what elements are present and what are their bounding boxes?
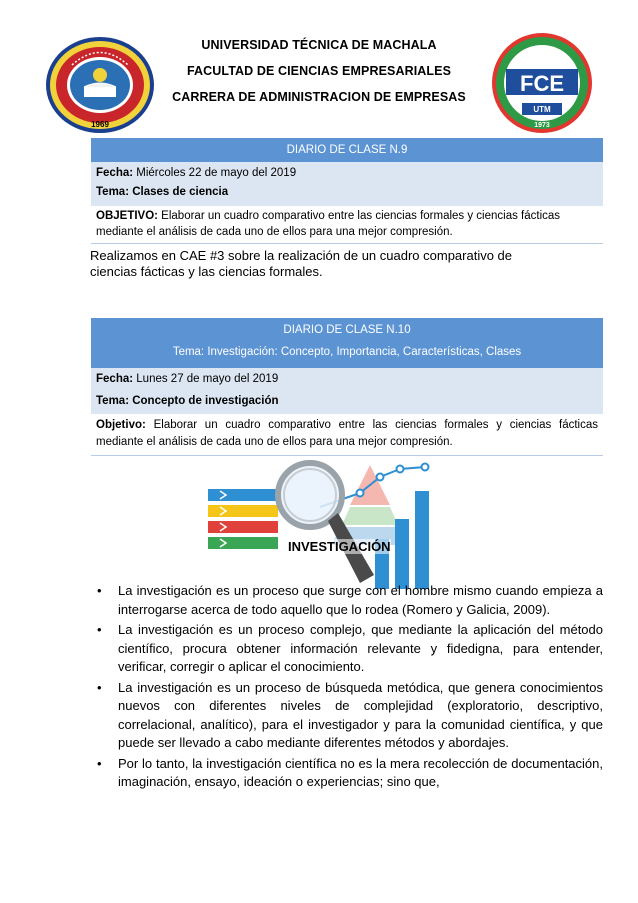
- diario-10-table: [91, 318, 603, 456]
- fce-faculty-logo: [486, 33, 598, 137]
- diario-10-subtitle: Tema: Investigación: Concepto, Importancia, Características, Clases: [172, 346, 522, 358]
- bullet-item: [90, 755, 603, 792]
- research-illustration: [200, 455, 440, 595]
- book-red-icon: [208, 521, 278, 533]
- diario-10-objetivo: [91, 414, 603, 456]
- book-blue-icon: [208, 489, 278, 501]
- diario-9-objetivo-label: OBJETIVO:: [96, 210, 158, 222]
- book-yellow-icon: [208, 505, 278, 517]
- logo-right-sub: UTM: [533, 105, 551, 114]
- bullet-dot: •: [97, 679, 102, 695]
- diario-9-fecha-tema: [91, 162, 603, 206]
- diario-10-fecha-label: Fecha:: [96, 373, 134, 385]
- diario-10-objetivo-label: Objetivo:: [96, 419, 146, 431]
- bullet-item: [90, 679, 603, 753]
- diario-10-fecha-tema: [91, 368, 603, 414]
- logo-left-year: 1969: [91, 120, 109, 129]
- bullet-item: [90, 582, 603, 619]
- bullet-text: La investigación es un proceso complejo, que mediante la aplicación del método científico, procura obtener información relevante y fidedigna, para entender, verificar, corregir o aplicar el conocimiento.: [118, 622, 603, 674]
- diario-10-title: DIARIO DE CLASE N.10: [283, 324, 411, 336]
- diario-9-tema: Tema: Clases de ciencia: [96, 186, 229, 198]
- summary-line1: Realizamos en CAE #3 sobre la realización de un cuadro comparativo de: [90, 248, 513, 263]
- faculty-name: FACULTAD DE CIENCIAS EMPRESARIALES: [186, 64, 452, 78]
- summary-paragraph: [90, 248, 512, 280]
- diario-9-objetivo-line1: Elaborar un cuadro comparativo entre las ciencias formales y ciencias fácticas: [157, 210, 561, 222]
- bullet-item: [90, 621, 603, 677]
- book-green-icon: [208, 537, 278, 549]
- illustration-label: INVESTIGACIÓN: [288, 539, 391, 554]
- bullet-text: La investigación es un proceso de búsqueda metódica, que genera conocimientos nuevos con diferentes niveles de complejidad (exploratorio, descriptivo, correlacional, analítico), para el investigador y para la comunidad científica, y que puede ser llevado a cabo mediante diferentes métodos y abordajes.: [118, 679, 603, 750]
- diario-9-fecha-value: Miércoles 22 de mayo del 2019: [133, 167, 297, 179]
- bullet-dot: •: [97, 755, 102, 771]
- diario-10-tema: Tema: Concepto de investigación: [96, 395, 279, 407]
- diario-10-objetivo-line1: Elaborar un cuadro comparativo entre las ciencias formales y ciencias fácticas: [145, 419, 598, 431]
- diario-9-fecha-label: Fecha:: [96, 167, 134, 179]
- bullet-text: La investigación es un proceso que surge con el hombre mismo cuando empieza a interrogarse acerca de todo aquello que lo rodea (Romero y Galicia, 2009).: [118, 583, 603, 617]
- investigation-bullet-list: [90, 582, 603, 792]
- diario-9-table: [91, 138, 603, 244]
- diario-10-fecha-value: Lunes 27 de mayo del 2019: [133, 373, 279, 385]
- bullet-dot: •: [97, 583, 102, 598]
- logo-right-letters: FCE: [520, 71, 564, 96]
- diario-9-objetivo-line2: mediante el análisis de cada uno de ellos para una mejor compresión.: [96, 226, 453, 238]
- diario-10-objetivo-line2: mediante el análisis de cada uno de ellos para una mejor compresión.: [96, 436, 453, 448]
- logo-right-year: 1973: [534, 122, 550, 129]
- university-name: UNIVERSIDAD TÉCNICA DE MACHALA: [201, 38, 437, 52]
- summary-line2: ciencias fácticas y las ciencias formales.: [90, 264, 323, 279]
- diario-10-header: [91, 318, 603, 368]
- bullet-text: Por lo tanto, la investigación científica no es la mera recolección de documentación, imaginación, ensayo, ideación o experiencias; sino que,: [118, 755, 603, 789]
- diario-9-title: DIARIO DE CLASE N.9: [91, 138, 603, 162]
- diario-9-objetivo: [91, 206, 603, 244]
- bullet-dot: •: [97, 622, 102, 637]
- career-name: CARRERA DE ADMINISTRACION DE EMPRESAS: [172, 90, 466, 104]
